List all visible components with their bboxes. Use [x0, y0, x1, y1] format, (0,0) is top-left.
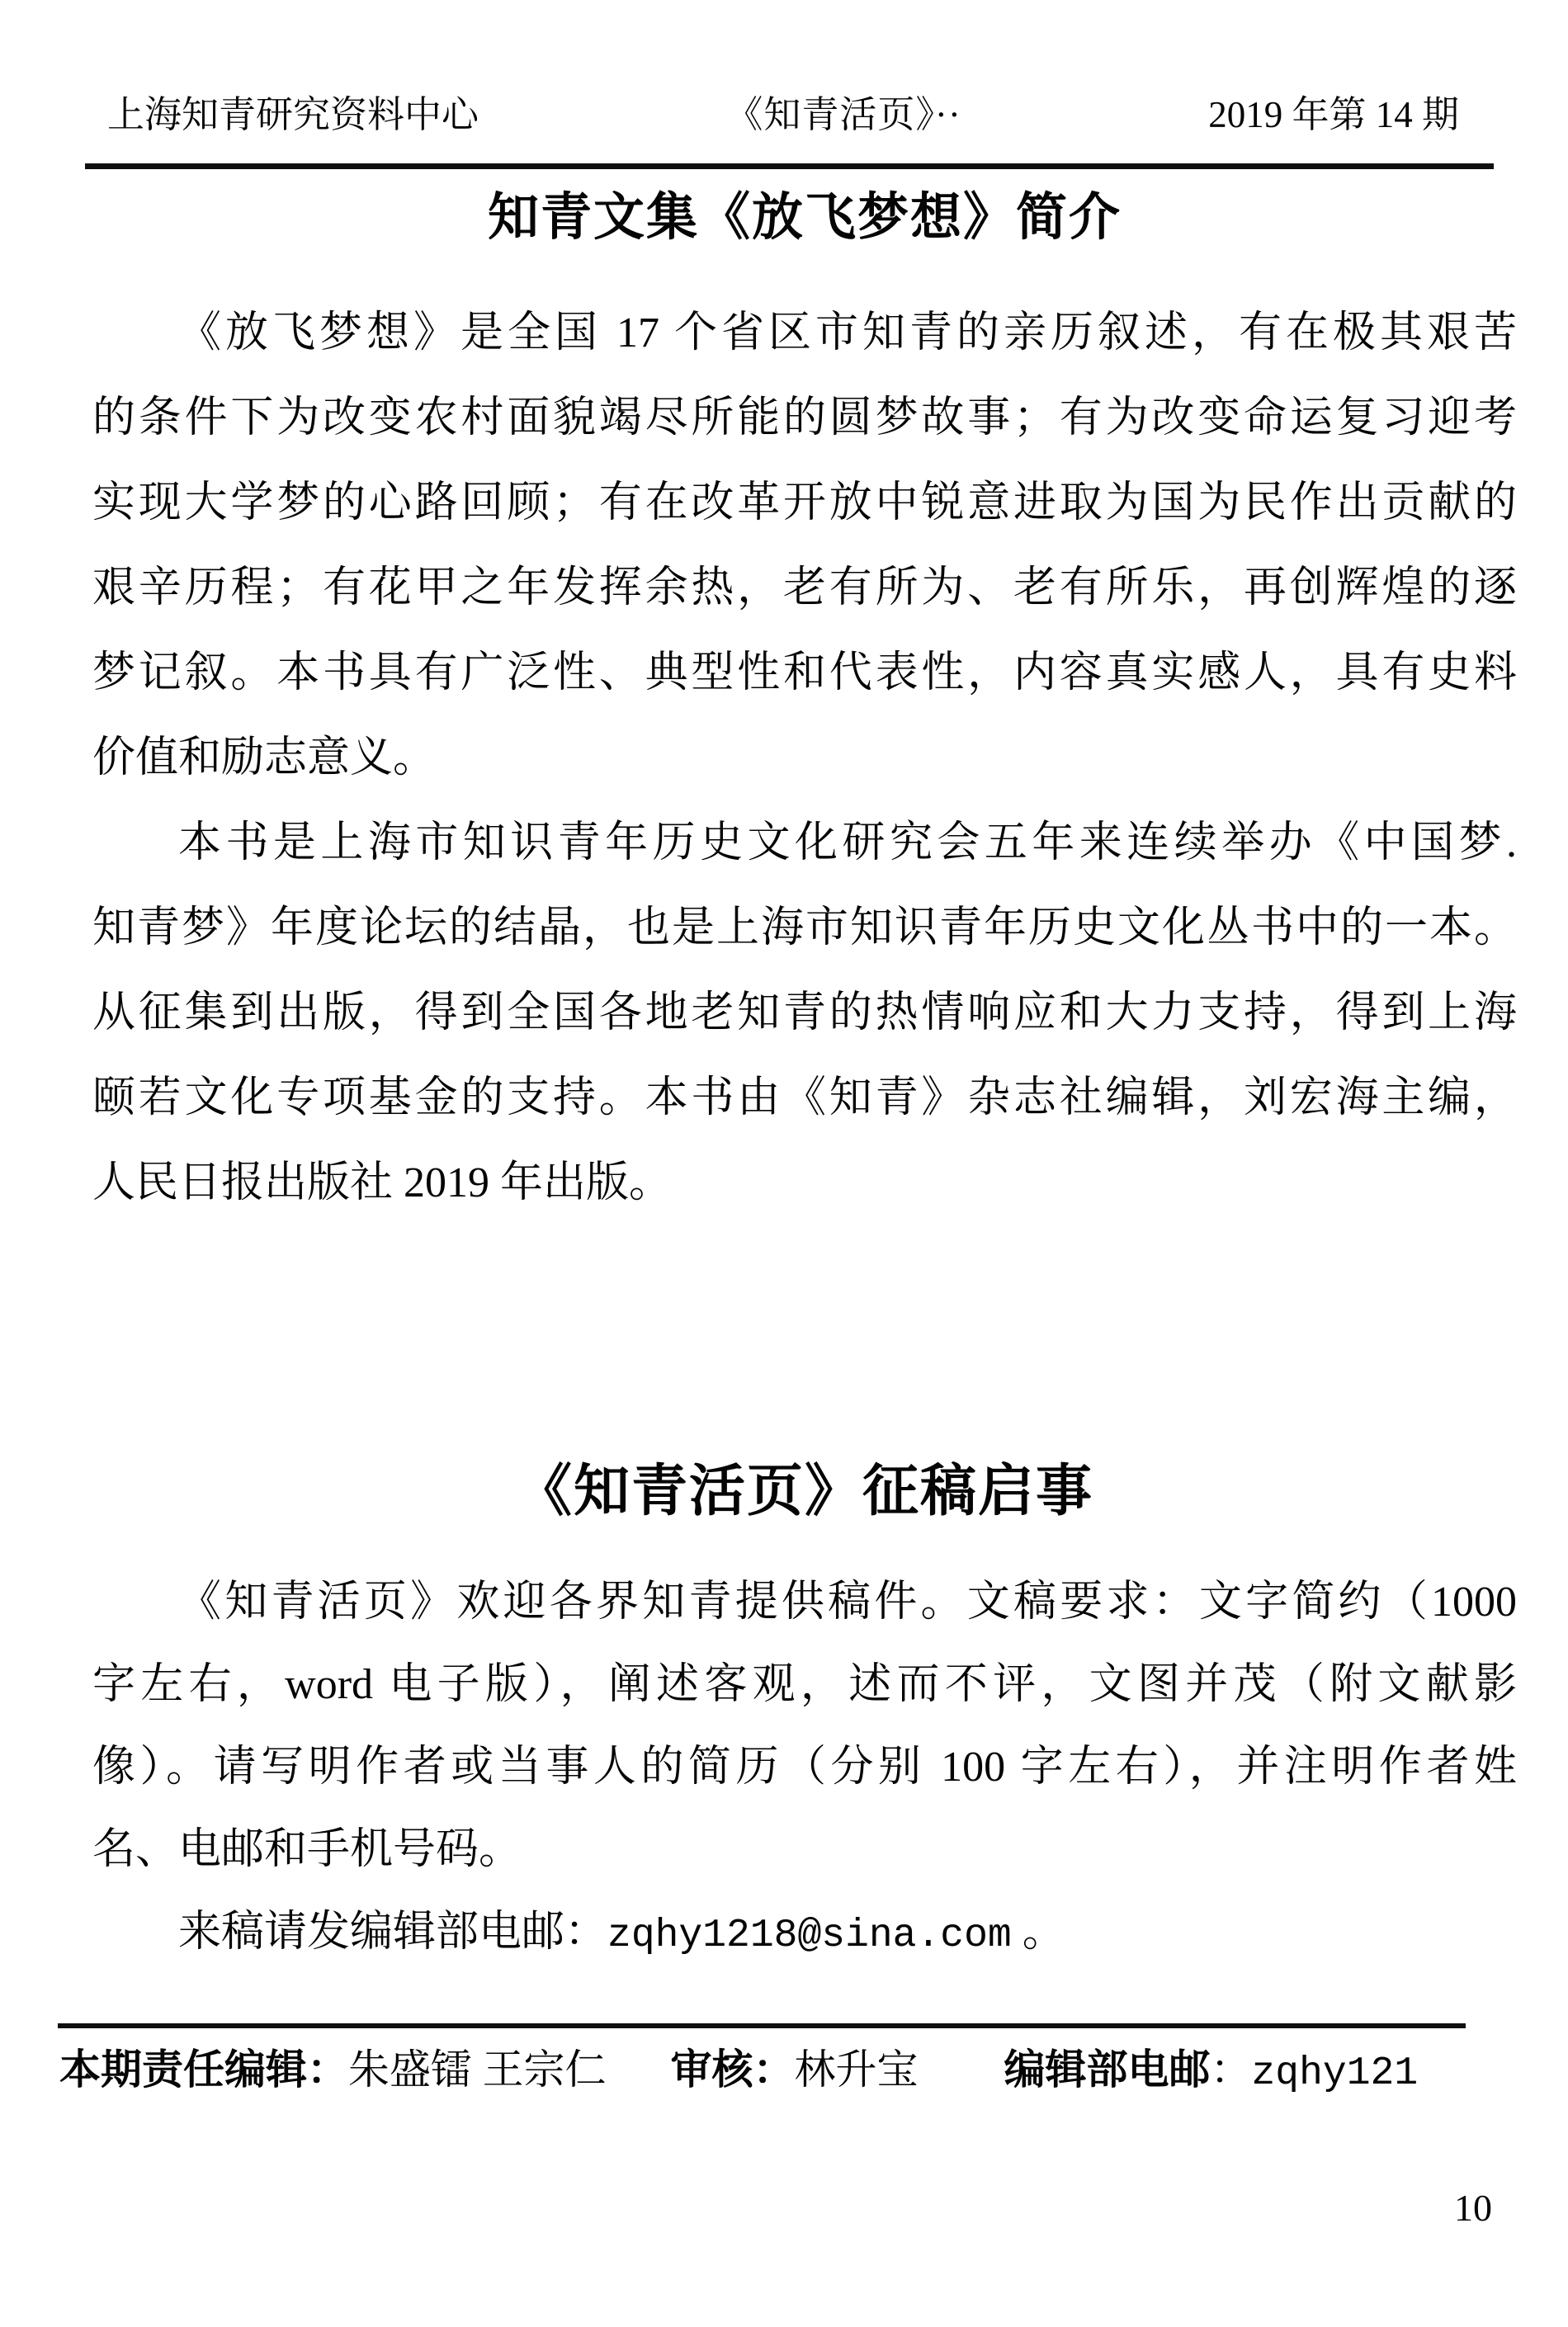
page-number: 10 — [1454, 2187, 1492, 2229]
body-line: 实现大学梦的心路回顾；有在改革开放中锐意进取为国为民作出贡献的 — [92, 479, 1517, 526]
article-book-intro — [92, 290, 1517, 1225]
footer-email-label: 编辑部电邮 — [1004, 2046, 1211, 2093]
email-line-suffix: 。 — [1011, 1909, 1065, 1956]
body-line: 字左右，word 电子版），阐述客观，述而不评，文图并茂（附文献影 — [92, 1661, 1517, 1708]
submission-email-line — [92, 1891, 1517, 1974]
footer-reviewer-name: 林升宝 — [794, 2046, 919, 2093]
body-line: 颐若文化专项基金的支持。本书由《知青》杂志社编辑，刘宏海主编， — [92, 1074, 1517, 1121]
body-line: 艰辛历程；有花甲之年发挥余热，老有所为、老有所乐，再创辉煌的逐 — [92, 564, 1517, 611]
page-footer — [59, 2040, 1568, 2103]
email-address: zqhy1218@sina.com — [607, 1914, 1012, 1958]
header-publication-name: 《知青活页》·· — [725, 94, 961, 135]
footer-review-label: 审核： — [670, 2046, 795, 2093]
article-title-call-for-papers: 《知青活页》征稿启事 — [515, 1460, 1093, 1522]
body-line: 名、电邮和手机号码。 — [92, 1826, 522, 1873]
page-header — [107, 91, 1459, 139]
body-line: 的条件下为改变农村面貌竭尽所能的圆梦故事；有为改变命运复习迎考 — [92, 394, 1517, 441]
footer-email-colon: ： — [1210, 2046, 1252, 2093]
body-line: 本书是上海市知识青年历史文化研究会五年来连续举办《中国梦. — [178, 819, 1517, 866]
body-line: 梦记叙。本书具有广泛性、典型性和代表性，内容真实感人，具有史料 — [92, 649, 1517, 696]
body-line: 价值和励志意义。 — [92, 734, 437, 781]
article-title-book-intro: 知青文集《放飞梦想》简介 — [487, 190, 1122, 246]
email-line-prefix: 来稿请发编辑部电邮： — [178, 1909, 608, 1956]
body-line: 《放飞梦想》是全国 17 个省区市知青的亲历叙述，有在极其艰苦 — [178, 309, 1517, 356]
footer-editors-names: 朱盛镭 王宗仁 — [348, 2046, 607, 2093]
article-call-for-papers — [92, 1561, 1517, 1974]
header-issue-info: 2019 年第 14 期 — [1208, 94, 1459, 135]
body-line: 知青梦》年度论坛的结晶，也是上海市知识青年历史文化丛书中的一本。 — [92, 904, 1517, 951]
footer-divider-rule — [58, 2023, 1466, 2028]
body-line: 从征集到出版，得到全国各地老知青的热情响应和大力支持，得到上海 — [92, 989, 1517, 1036]
body-line: 《知青活页》欢迎各界知青提供稿件。文稿要求：文字简约（1000 — [178, 1579, 1517, 1626]
footer-email-value: zqhy121 — [1251, 2051, 1419, 2096]
footer-editors-label: 本期责任编辑： — [59, 2046, 348, 2093]
header-divider-rule — [85, 163, 1494, 169]
header-org-name: 上海知青研究资料中心 — [107, 94, 479, 135]
body-line: 人民日报出版社 2019 年出版。 — [92, 1159, 673, 1206]
body-line: 像）。请写明作者或当事人的简历（分别 100 字左右），并注明作者姓 — [92, 1744, 1517, 1791]
